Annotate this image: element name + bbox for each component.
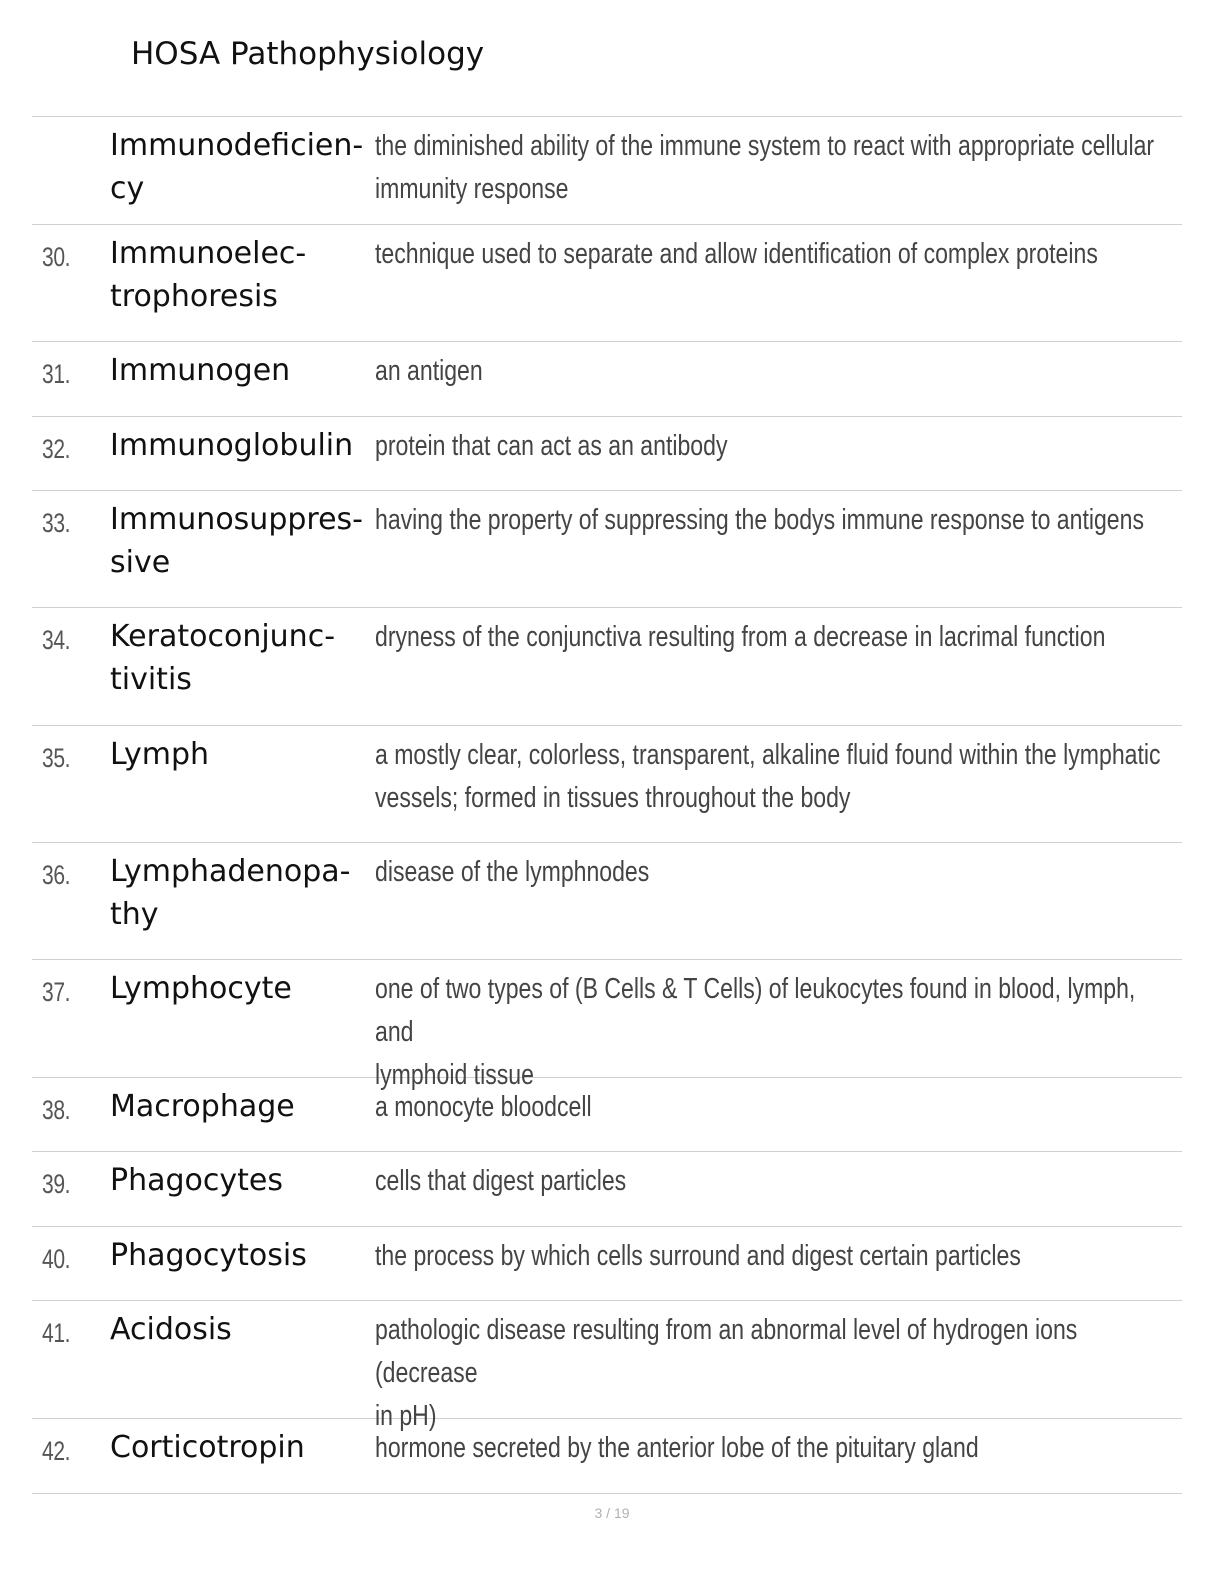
row-number: 39. <box>42 1169 71 1199</box>
row-term: Immunoglobulin <box>110 428 354 463</box>
row-term: Corticotropin <box>110 1430 305 1465</box>
row-definition: technique used to separate and allow identification of complex proteins <box>375 238 1098 270</box>
row-term: Lymph <box>110 737 209 772</box>
row-definition: the process by which cells surround and digest certain particles <box>375 1240 1021 1272</box>
row-number: 40. <box>42 1244 71 1274</box>
table-row <box>32 225 1182 342</box>
table-row <box>32 1227 1182 1301</box>
table-row <box>32 1152 1182 1227</box>
row-number: 37. <box>42 977 71 1007</box>
row-number: 36. <box>42 860 71 890</box>
row-definition: pathologic disease resulting from an abnormal level of hydrogen ions (decrease in pH) <box>375 1314 1078 1432</box>
row-term: Macrophage <box>110 1089 295 1124</box>
table-row <box>32 342 1182 417</box>
table-row <box>32 608 1182 726</box>
table-row <box>32 960 1182 1091</box>
row-number: 34. <box>42 625 71 655</box>
row-term: Immunoelec- trophoresis <box>110 236 307 314</box>
row-number: 38. <box>42 1095 71 1125</box>
row-definition: dryness of the conjunctiva resulting from a decrease in lacrimal function <box>375 621 1106 653</box>
row-number: 35. <box>42 743 71 773</box>
page-title: HOSA Pathophysiology <box>131 36 485 72</box>
row-term: Phagocytes <box>110 1163 283 1198</box>
row-number: 42. <box>42 1436 71 1466</box>
row-term: Immunodeficien- cy <box>110 128 364 206</box>
row-number: 31. <box>42 359 71 389</box>
page-indicator: 3 / 19 <box>594 1505 630 1521</box>
row-definition: an antigen <box>375 355 483 387</box>
row-term: Lymphocyte <box>110 971 292 1006</box>
table-row <box>32 1078 1182 1152</box>
row-definition: disease of the lymphnodes <box>375 856 650 888</box>
row-number: 30. <box>42 242 71 272</box>
row-definition: one of two types of (B Cells & T Cells) of leukocytes found in blood, lymph, and lymphoid tissue <box>375 973 1136 1091</box>
table-row <box>32 117 1182 225</box>
table-row <box>32 491 1182 608</box>
row-definition: protein that can act as an antibody <box>375 430 728 462</box>
row-term: Immunosuppres- sive <box>110 502 363 580</box>
table-row <box>32 1301 1182 1432</box>
row-term: Acidosis <box>110 1312 232 1347</box>
row-definition: a monocyte bloodcell <box>375 1091 592 1123</box>
table-row <box>32 417 1182 491</box>
row-definition: a mostly clear, colorless, transparent, alkaline fluid found within the lymphatic vessels; formed in tissues throughout the body <box>375 739 1161 814</box>
row-term: Immunogen <box>110 353 291 388</box>
row-number: 41. <box>42 1318 71 1348</box>
table-row <box>32 1419 1182 1494</box>
row-term: Lymphadenopa- thy <box>110 854 351 932</box>
row-number: 33. <box>42 508 71 538</box>
row-term: Keratoconjunc- tivitis <box>110 619 336 697</box>
row-definition: cells that digest particles <box>375 1165 627 1197</box>
row-definition: hormone secreted by the anterior lobe of the pituitary gland <box>375 1432 979 1464</box>
row-number: 32. <box>42 434 71 464</box>
table-row <box>32 726 1182 843</box>
row-definition: the diminished ability of the immune system to react with appropriate cellular immunity response <box>375 130 1155 205</box>
row-definition: having the property of suppressing the bodys immune response to antigens <box>375 504 1144 536</box>
glossary-table <box>32 116 1182 1494</box>
table-row <box>32 843 1182 960</box>
row-term: Phagocytosis <box>110 1238 307 1273</box>
